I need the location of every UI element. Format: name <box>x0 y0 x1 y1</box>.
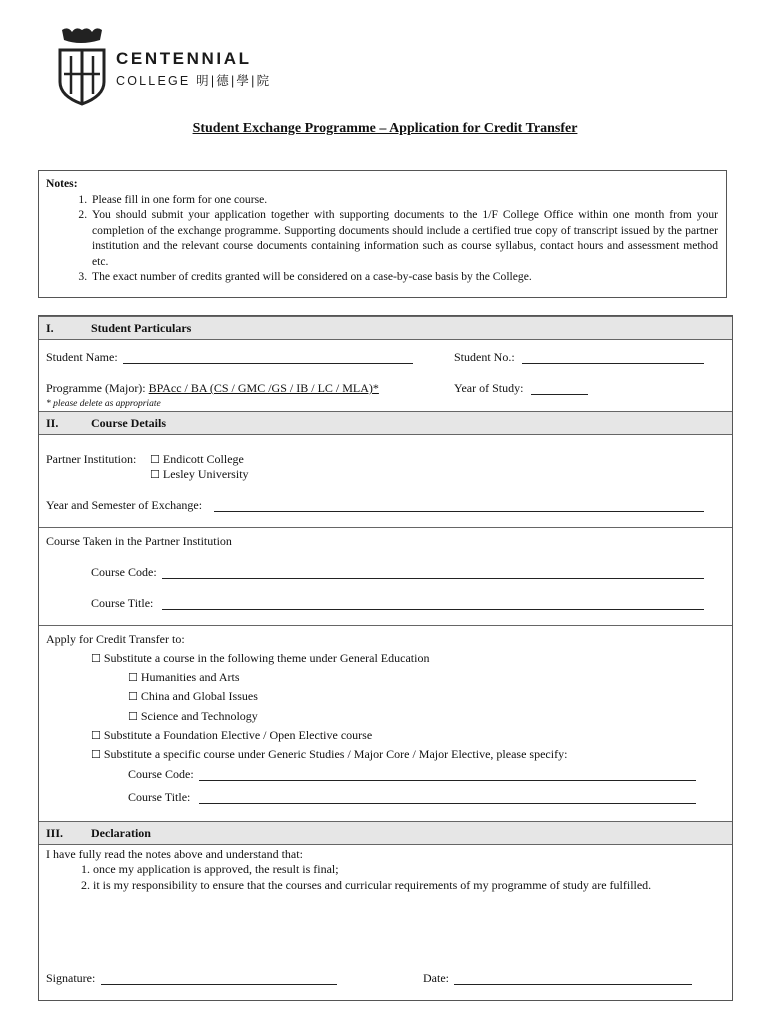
option-label: Endicott College <box>162 452 244 466</box>
signature-field[interactable] <box>101 984 337 985</box>
year-semester-field[interactable] <box>214 511 704 512</box>
student-name-label: Student Name: <box>46 350 118 364</box>
course-title-label: Course Title: <box>91 596 154 610</box>
section-number: II. <box>46 416 59 430</box>
note-item: 3. The exact number of credits granted will be considered on a case-by-case basis by the College. <box>90 269 718 285</box>
option-label: Lesley University <box>162 467 249 481</box>
section-title: Student Particulars <box>91 321 192 335</box>
specific-course-code-label: Course Code: <box>128 767 194 781</box>
declaration-point: 2. it is my responsibility to ensure that the courses and curricular requirements of my programme of study are fulfilled. <box>81 878 652 892</box>
partner-option-endicott[interactable] <box>150 452 244 467</box>
notes-list <box>46 192 718 285</box>
programme-options[interactable]: BPAcc / BA (CS / GMC /GS / IB / LC / MLA)* <box>148 381 379 395</box>
option-specific-course[interactable] <box>91 747 567 762</box>
section-number: I. <box>46 321 54 335</box>
section-number: III. <box>46 826 64 840</box>
section-title: Declaration <box>91 826 151 840</box>
date-field[interactable] <box>454 984 692 985</box>
note-item: 1. Please fill in one form for one course. <box>90 192 718 208</box>
college-subname: COLLEGE 明|德|學|院 <box>116 74 272 88</box>
note-item: 2. You should submit your application together with supporting documents to the 1/F College Office within one month from your completion of the exchange programme. Supporting documents should include a certified true copy of transcript issued by the partner institution and the relevant course documents containing information such as course syllabus, contact hours and assessment method etc. <box>90 207 718 269</box>
checkbox-icon[interactable]: ☐ <box>128 710 138 723</box>
checkbox-icon[interactable]: ☐ <box>91 748 101 761</box>
checkbox-icon[interactable]: ☐ <box>128 671 138 684</box>
course-title-field[interactable] <box>162 609 704 610</box>
theme-china-global[interactable] <box>128 689 258 704</box>
year-of-study-field[interactable] <box>531 394 588 395</box>
divider <box>39 527 732 528</box>
student-name-field[interactable] <box>123 363 413 364</box>
declaration-intro: I have fully read the notes above and understand that: <box>46 847 303 861</box>
college-logo <box>56 26 272 106</box>
signature-label: Signature: <box>46 971 96 985</box>
student-no-label: Student No.: <box>454 350 515 364</box>
programme-label-text: Programme (Major): <box>46 381 146 395</box>
option-label: Humanities and Arts <box>140 670 240 684</box>
college-name: CENTENNIAL <box>116 49 252 68</box>
programme-label <box>46 381 379 396</box>
college-crest-icon <box>56 26 108 106</box>
student-no-field[interactable] <box>522 363 704 364</box>
option-foundation-elective[interactable] <box>91 728 372 743</box>
year-of-study-label: Year of Study: <box>454 381 524 395</box>
theme-humanities[interactable] <box>128 670 240 685</box>
checkbox-icon[interactable]: ☐ <box>128 690 138 703</box>
option-general-education[interactable] <box>91 651 429 666</box>
apply-label: Apply for Credit Transfer to: <box>46 632 185 646</box>
section-course-details-header <box>39 411 732 435</box>
section-declaration-header <box>39 821 732 845</box>
section-title: Course Details <box>91 416 166 430</box>
specific-course-title-field[interactable] <box>199 803 696 804</box>
year-semester-label: Year and Semester of Exchange: <box>46 498 203 512</box>
specific-course-code-field[interactable] <box>199 780 696 781</box>
course-code-label: Course Code: <box>91 565 157 579</box>
date-label: Date: <box>423 971 449 985</box>
checkbox-icon[interactable]: ☐ <box>91 729 101 742</box>
option-label: Substitute a Foundation Elective / Open Elective course <box>103 728 373 742</box>
option-label: Substitute a specific course under Generic Studies / Major Core / Major Elective, please specify: <box>103 747 568 761</box>
checkbox-icon[interactable]: ☐ <box>150 453 160 466</box>
option-label: Substitute a course in the following theme under General Education <box>103 651 430 665</box>
specific-course-title-label: Course Title: <box>128 790 191 804</box>
notes-box <box>38 170 727 298</box>
option-label: Science and Technology <box>140 709 258 723</box>
application-form <box>38 315 733 1001</box>
course-code-field[interactable] <box>162 578 704 579</box>
section-student-particulars-header <box>39 316 732 340</box>
page-title: Student Exchange Programme – Application for Credit Transfer <box>192 121 578 136</box>
checkbox-icon[interactable]: ☐ <box>91 652 101 665</box>
theme-science-technology[interactable] <box>128 709 258 724</box>
declaration-point: 1. once my application is approved, the result is final; <box>81 862 339 876</box>
checkbox-icon[interactable]: ☐ <box>150 468 160 481</box>
footnote: * please delete as appropriate <box>46 399 161 409</box>
notes-label: Notes: <box>46 177 78 190</box>
option-label: China and Global Issues <box>140 689 258 703</box>
course-taken-label: Course Taken in the Partner Institution <box>46 534 232 548</box>
partner-institution-label: Partner Institution: <box>46 452 137 466</box>
partner-option-lesley[interactable] <box>150 467 249 482</box>
divider <box>39 625 732 626</box>
